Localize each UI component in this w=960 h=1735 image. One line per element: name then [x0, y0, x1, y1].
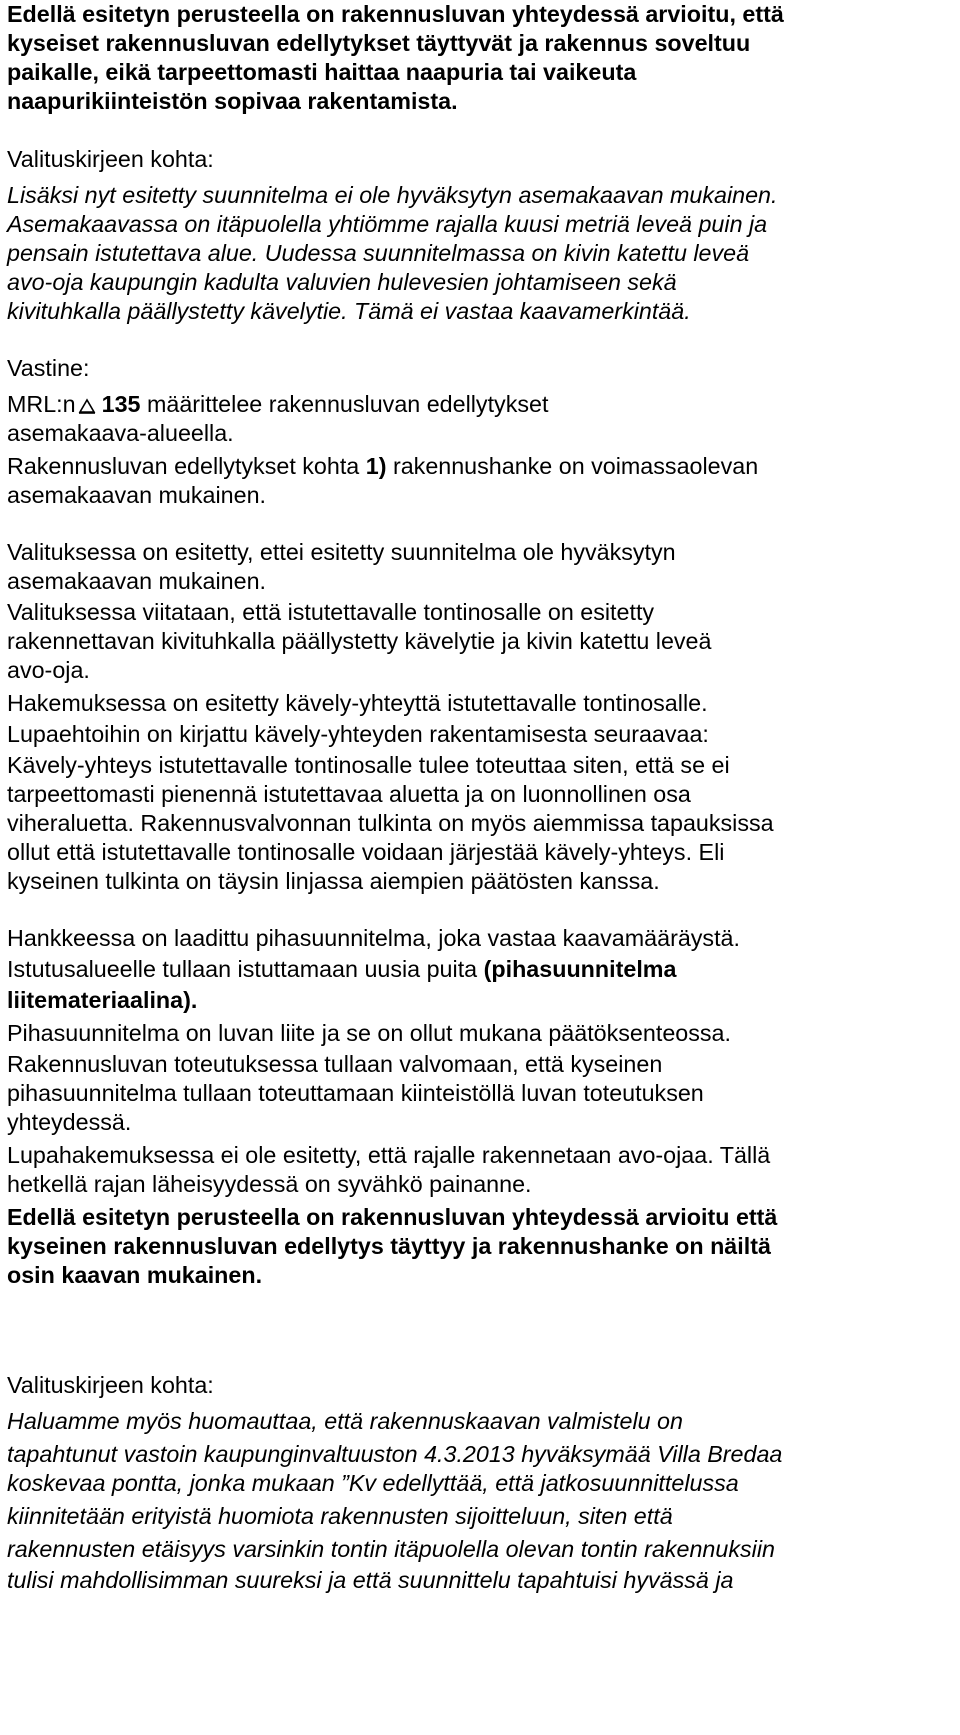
condition-rest: rakennushanke on voimassaolevan	[392, 453, 759, 479]
appeal-quote-line: Haluamme myös huomauttaa, että rakennuskaavan valmistelu on	[7, 1408, 683, 1434]
mrl-prefix: MRL:n	[7, 391, 76, 417]
statement-line: naapurikiinteistön sopivaa rakentamista.	[7, 88, 458, 114]
planting-attachment-ref-cont: liitemateriaalina).	[7, 987, 198, 1013]
appeal-quote-line: pensain istutettava alue. Uudessa suunnitelmassa on kivin katettu leveä	[7, 240, 750, 266]
statement-line: kyseiset rakennusluvan edellytykset täyttyvät ja rakennus soveltuu	[7, 30, 751, 56]
appeal-quote-line: tulisi mahdollisimman suureksi ja että suunnittelu tapahtuisi hyvässä ja	[7, 1567, 734, 1593]
response-line: Kävely-yhteys istutettavalle tontinosalle tulee toteuttaa siten, että se ei	[7, 752, 730, 778]
mrl-line	[7, 388, 548, 420]
response-line: asemakaavan mukainen.	[7, 568, 267, 594]
mrl-rest: määrittelee rakennusluvan edellytykset	[146, 391, 549, 417]
response-line: asemakaavan mukainen.	[7, 482, 267, 508]
appeal-quote-line: rakennusten etäisyys varsinkin tontin itäpuolella olevan tontin rakennuksiin	[7, 1536, 775, 1562]
response-line: ollut että istutettavalle tontinosalle voidaan järjestää kävely-yhteys. Eli	[7, 839, 725, 865]
response-line: pihasuunnitelma tullaan toteuttamaan kiinteistöllä luvan toteutuksen	[7, 1080, 704, 1106]
appeal-heading: Valituskirjeen kohta:	[7, 146, 214, 172]
condition-prefix: Rakennusluvan edellytykset kohta	[7, 453, 360, 479]
response-line: Rakennusluvan toteutuksessa tullaan valvomaan, että kyseinen	[7, 1051, 663, 1077]
statement-line: paikalle, eikä tarpeettomasti haittaa naapuria tai vaikeuta	[7, 59, 637, 85]
response-line: Hakemuksessa on esitetty kävely-yhteyttä istutettavalle tontinosalle.	[7, 690, 708, 716]
appeal-quote-line: tapahtunut vastoin kaupunginvaltuuston 4.3.2013 hyväksymää Villa Bredaa	[7, 1441, 783, 1467]
appeal-quote-line: Asemakaavassa on itäpuolella yhtiömme rajalla kuusi metriä leveä puin ja	[7, 211, 768, 237]
condition-number: 1)	[365, 453, 387, 479]
response-line: kyseinen tulkinta on täysin linjassa aiempien päätösten kanssa.	[7, 868, 660, 894]
response-line: viheraluetta. Rakennusvalvonnan tulkinta on myös aiemmissa tapauksissa	[7, 810, 774, 836]
conclusion-line: osin kaavan mukainen.	[7, 1262, 263, 1288]
response-line: yhteydessä.	[7, 1109, 132, 1135]
appeal-quote-line: avo-oja kaupungin kadulta valuvien hulevesien johtamiseen sekä	[7, 269, 677, 295]
response-line: hetkellä rajan läheisyydessä on syvähkö painanne.	[7, 1171, 532, 1197]
response-line: tarpeettomasti pienennä istutettavaa aluetta ja on luonnollinen osa	[7, 781, 691, 807]
appeal-quote-line: kivituhkalla päällystetty kävelytie. Tämä ei vastaa kaavamerkintää.	[7, 298, 691, 324]
mrl-section-number: 135	[101, 391, 141, 417]
statement-line: Edellä esitetyn perusteella on rakennusluvan yhteydessä arvioitu, että	[7, 1, 784, 27]
response-line: Pihasuunnitelma on luvan liite ja se on ollut mukana päätöksenteossa.	[7, 1020, 731, 1046]
appeal-quote-line: koskevaa pontta, jonka mukaan ”Kv edellyttää, että jatkosuunnittelussa	[7, 1470, 739, 1496]
appeal-heading: Valituskirjeen kohta:	[7, 1372, 214, 1398]
appeal-quote-line: Lisäksi nyt esitetty suunnitelma ei ole hyväksytyn asemakaavan mukainen.	[7, 182, 778, 208]
response-line: rakennettavan kivituhkalla päällystetty kävelytie ja kivin katettu leveä	[7, 628, 712, 654]
planting-attachment-ref: (pihasuunnitelma	[483, 956, 677, 982]
response-line: Lupahakemuksessa ei ole esitetty, että rajalle rakennetaan avo-ojaa. Tällä	[7, 1142, 771, 1168]
condition-line	[7, 450, 758, 482]
response-line: Valituksessa on esitetty, ettei esitetty suunnitelma ole hyväksytyn	[7, 539, 676, 565]
response-line: Valituksessa viitataan, että istutettavalle tontinosalle on esitetty	[7, 599, 655, 625]
response-line: Lupaehtoihin on kirjattu kävely-yhteyden rakentamisesta seuraavaa:	[7, 721, 709, 747]
conclusion-line: kyseinen rakennusluvan edellytys täyttyy ja rakennushanke on näiltä	[7, 1233, 771, 1259]
planting-line	[7, 953, 676, 985]
appeal-quote-line: kiinnitetään erityistä huomiota rakennusten sijoitteluun, siten että	[7, 1503, 673, 1529]
response-line: Hankkeessa on laadittu pihasuunnitelma, joka vastaa kaavamääräystä.	[7, 925, 740, 951]
response-line: asemakaava-alueella.	[7, 420, 234, 446]
planting-prefix: Istutusalueelle tullaan istuttamaan uusia puita	[7, 956, 478, 982]
response-line: avo-oja.	[7, 657, 90, 683]
conclusion-line: Edellä esitetyn perusteella on rakennusluvan yhteydessä arvioitu että	[7, 1204, 778, 1230]
response-heading: Vastine:	[7, 355, 90, 381]
section-sign-icon	[78, 397, 96, 415]
